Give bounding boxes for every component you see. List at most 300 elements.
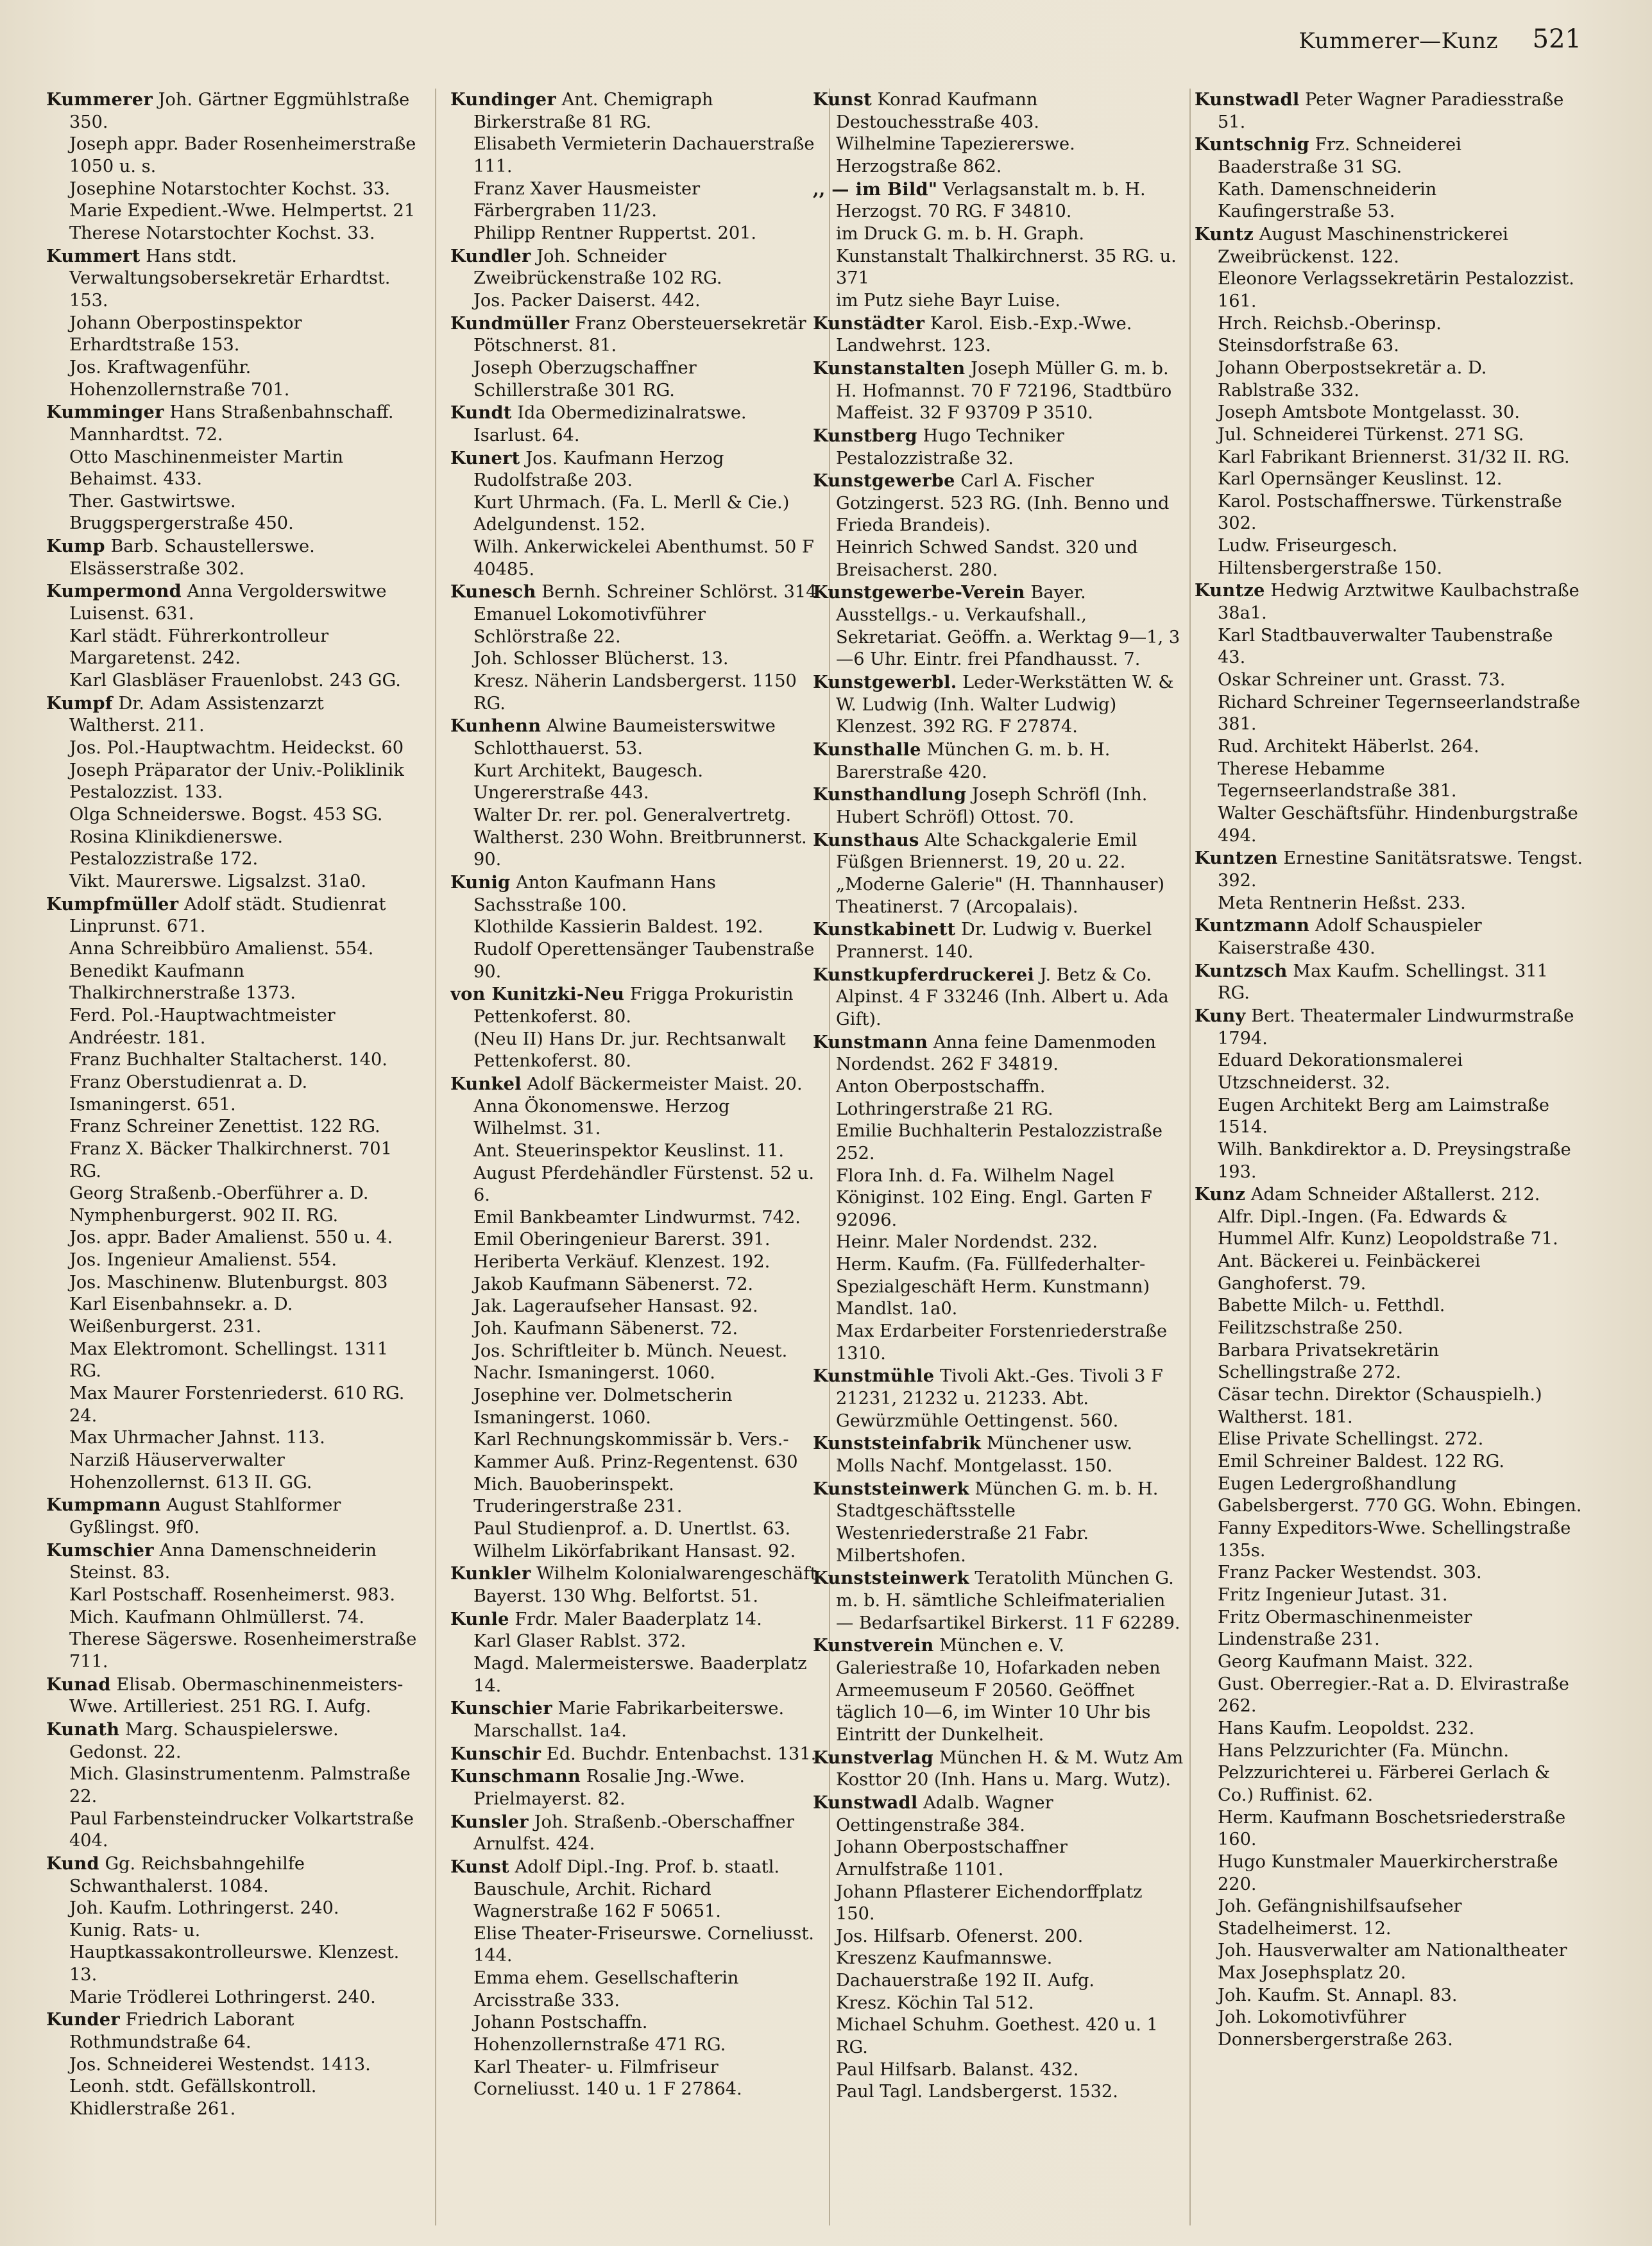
directory-entry bbox=[450, 2012, 821, 2056]
ditto-dash bbox=[1195, 535, 1218, 558]
entry-details: Bernh. Schreiner Schlörst. 314 bbox=[541, 582, 817, 603]
entry-details: Hedwig Arztwitwe Kaulbachstraße 38a1. bbox=[1218, 581, 1580, 624]
entry-details: Benedikt Kaufmann Thalkirchnerstraße 1373. bbox=[69, 961, 296, 1004]
ditto-dash bbox=[1195, 759, 1218, 781]
entry-details: Jul. Schneiderei Türkenst. 271 SG. bbox=[1218, 424, 1524, 445]
ditto-dash bbox=[450, 1163, 473, 1185]
entry-details: Gg. Reichsbahngehilfe Schwanthalerst. 1084. bbox=[69, 1853, 305, 1896]
directory-entry bbox=[450, 1967, 821, 2012]
ditto-dash bbox=[46, 1116, 69, 1138]
directory-entry bbox=[46, 1138, 417, 1183]
entry-details: Carl A. Fischer Gotzingerst. 523 RG. (Inh. Benno und Frieda Brandeis). bbox=[836, 471, 1170, 536]
directory-entry bbox=[450, 1296, 821, 1318]
directory-entry bbox=[813, 784, 1185, 828]
ditto-dash bbox=[450, 133, 473, 156]
directory-entry bbox=[450, 89, 821, 133]
entry-details: Joh. Gärtner Eggmühlstraße 350. bbox=[69, 90, 410, 132]
directory-entry bbox=[450, 1631, 821, 1653]
directory-entry bbox=[46, 1005, 417, 1049]
entry-surname: Kunsthaus bbox=[813, 829, 919, 850]
directory-entry bbox=[450, 1923, 821, 1967]
directory-entry bbox=[1195, 447, 1583, 469]
entry-surname: Kunststeinwerk bbox=[813, 1478, 969, 1499]
directory-entry bbox=[450, 313, 821, 357]
directory-entry bbox=[813, 357, 1185, 425]
entry-details: Eugen Architekt Berg am Laimstraße 1514. bbox=[1218, 1095, 1549, 1138]
entry-details: Tivoli Akt.-Ges. Tivoli 3 F 21231, 21232 u. 21233. Abt. Gewürzmühle Oettingenst. 560. bbox=[836, 1366, 1163, 1431]
ditto-dash bbox=[46, 1049, 69, 1072]
directory-entry bbox=[450, 1341, 821, 1385]
directory-entry bbox=[450, 357, 821, 402]
directory-entry bbox=[1195, 1807, 1583, 1851]
entry-details: Dr. Ludwig v. Buerkel Prannerst. 140. bbox=[836, 920, 1152, 962]
directory-entry bbox=[46, 961, 417, 1005]
directory-entry bbox=[450, 1140, 821, 1163]
entry-surname: Kunz bbox=[1195, 1184, 1246, 1205]
ditto-dash bbox=[1195, 625, 1218, 647]
directory-entry bbox=[450, 1229, 821, 1251]
column-rule bbox=[435, 89, 436, 2225]
ditto-dash bbox=[1195, 1896, 1218, 1918]
directory-entry bbox=[813, 1926, 1185, 1948]
directory-entry bbox=[450, 245, 821, 290]
directory-entry bbox=[46, 1249, 417, 1272]
entry-details: Emil Bankbeamter Lindwurmst. 742. bbox=[473, 1207, 801, 1228]
directory-entry bbox=[450, 1318, 821, 1341]
entry-surname: Kunsler bbox=[450, 1811, 529, 1832]
ditto-dash bbox=[1195, 1985, 1218, 2007]
ditto-dash bbox=[450, 1967, 473, 1990]
directory-entry bbox=[1195, 1139, 1583, 1183]
directory-entry bbox=[813, 1321, 1185, 1365]
ditto-dash bbox=[450, 1029, 473, 1051]
entry-surname: Kumpmann bbox=[46, 1495, 161, 1516]
directory-entry bbox=[1195, 1985, 1583, 2007]
directory-entry bbox=[46, 737, 417, 760]
ditto-dash bbox=[1195, 1340, 1218, 1362]
directory-entry bbox=[46, 804, 417, 827]
ditto-dash bbox=[813, 2014, 836, 2037]
ditto-dash bbox=[450, 1229, 473, 1251]
directory-entry bbox=[1195, 2007, 1583, 2051]
ditto-dash bbox=[1195, 1384, 1218, 1407]
entry-details: Franz Schreiner Zenettist. 122 RG. bbox=[69, 1117, 380, 1137]
entry-surname: Kunstmühle bbox=[813, 1366, 935, 1387]
entry-details: Emma ehem. Gesellschafterin Arcisstraße 333. bbox=[473, 1968, 739, 2010]
ditto-dash bbox=[46, 1383, 69, 1405]
directory-entry bbox=[450, 1096, 821, 1140]
directory-entry bbox=[813, 1165, 1185, 1232]
entry-details: Leonh. stdt. Gefällskontroll. Khidlerstraße 261. bbox=[69, 2077, 317, 2120]
directory-entry bbox=[46, 871, 417, 893]
ditto-dash bbox=[1195, 424, 1218, 447]
column-2 bbox=[450, 89, 821, 2225]
ditto-dash bbox=[813, 1321, 836, 1343]
entry-details: Rosalie Jng.-Wwe. Prielmayerst. 82. bbox=[473, 1767, 745, 1809]
entry-details: Klothilde Kassierin Baldest. 192. bbox=[473, 917, 763, 938]
entry-details: Frigga Prokuristin Pettenkoferst. 80. bbox=[473, 984, 794, 1027]
directory-entry bbox=[1195, 1584, 1583, 1607]
entry-details: Joseph Oberzugschaffner Schillerstraße 301 RG. bbox=[473, 357, 697, 400]
directory-entry bbox=[813, 2081, 1185, 2104]
entry-details: Jos. Kaufmann Herzog Rudolfstraße 203. bbox=[473, 448, 724, 491]
entry-details: Marie Trödlerei Lothringerst. 240. bbox=[69, 1987, 376, 2007]
ditto-dash bbox=[46, 804, 69, 827]
entry-details: Walter Dr. rer. pol. Generalvertretg. Waltherst. 230 Wohn. Breitbrunnerst. 90. bbox=[473, 805, 807, 870]
ditto-dash bbox=[813, 290, 836, 313]
directory-entry bbox=[813, 1792, 1185, 1837]
entry-surname: Kuntschnig bbox=[1195, 134, 1309, 155]
ditto-dash bbox=[1195, 1251, 1218, 1273]
directory-entry bbox=[1195, 1562, 1583, 1584]
entry-details: Joh. Straßenb.-Oberschaffner Arnulfst. 424. bbox=[473, 1812, 794, 1855]
entry-surname: Kunkler bbox=[450, 1563, 531, 1584]
entry-details: Wilh. Bankdirektor a. D. Preysingstraße 193. bbox=[1218, 1139, 1571, 1182]
ditto-dash bbox=[46, 178, 69, 201]
entry-details: Heinrich Schwed Sandst. 320 und Breisacherst. 280. bbox=[836, 538, 1138, 580]
entry-details: Hugo Techniker Pestalozzistraße 32. bbox=[836, 425, 1064, 468]
directory-entry bbox=[813, 874, 1185, 918]
directory-entry bbox=[46, 1584, 417, 1607]
entry-surname: Kunsthalle bbox=[813, 739, 921, 760]
entry-details: Richard Schreiner Tegernseerlandstraße 381. bbox=[1218, 692, 1580, 735]
entry-surname: Kuntz bbox=[1195, 223, 1254, 244]
directory-entry bbox=[1195, 1451, 1583, 1473]
directory-entry bbox=[813, 1432, 1185, 1477]
ditto-dash bbox=[1195, 669, 1218, 692]
entry-details: Franz X. Bäcker Thalkirchnerst. 701 RG. bbox=[69, 1138, 392, 1181]
ditto-dash bbox=[46, 447, 69, 469]
entry-details: (Neu II) Hans Dr. jur. Rechtsanwalt Pettenkoferst. 80. bbox=[473, 1029, 786, 1072]
directory-entry bbox=[450, 1765, 821, 1810]
ditto-dash bbox=[1195, 447, 1218, 469]
entry-details: Ant. Chemigraph Birkerstraße 81 RG. bbox=[473, 90, 713, 132]
ditto-dash bbox=[450, 1096, 473, 1119]
ditto-dash bbox=[46, 313, 69, 335]
directory-entry bbox=[450, 1563, 821, 1607]
entry-details: Hugo Kunstmaler Mauerkircherstraße 220. bbox=[1218, 1851, 1558, 1894]
ditto-dash bbox=[46, 871, 69, 893]
entry-details: Therese Hebamme Tegernseerlandstraße 381. bbox=[1218, 759, 1457, 802]
directory-entry bbox=[46, 1116, 417, 1138]
ditto-dash bbox=[1195, 1851, 1218, 1874]
entry-details: Karl Glaser Rablst. 372. bbox=[473, 1631, 686, 1652]
directory-entry bbox=[813, 313, 1185, 357]
directory-entry bbox=[450, 1073, 821, 1096]
directory-entry bbox=[1195, 759, 1583, 803]
directory-entry bbox=[450, 133, 821, 178]
entry-details: Adolf Bäckermeister Maist. 20. bbox=[527, 1074, 803, 1094]
entry-details: Franz Packer Westendst. 303. bbox=[1218, 1563, 1482, 1583]
directory-entry bbox=[450, 402, 821, 447]
directory-entry bbox=[1195, 424, 1583, 447]
directory-entry bbox=[1195, 1851, 1583, 1896]
ditto-dash bbox=[450, 671, 473, 693]
ditto-dash bbox=[450, 1653, 473, 1676]
directory-entry bbox=[450, 1274, 821, 1296]
entry-details: Jos. Maschinenw. Blutenburgst. 803 bbox=[69, 1272, 388, 1292]
directory-entry bbox=[46, 1629, 417, 1673]
ditto-dash bbox=[1195, 893, 1218, 915]
entry-details: Jakob Kaufmann Säbenerst. 72. bbox=[473, 1274, 754, 1294]
directory-entry bbox=[813, 290, 1185, 313]
directory-entry bbox=[813, 1254, 1185, 1321]
entry-details: Heriberta Verkäuf. Klenzest. 192. bbox=[473, 1252, 771, 1273]
entry-details: Georg Kaufmann Maist. 322. bbox=[1218, 1651, 1474, 1672]
ditto-dash bbox=[46, 223, 69, 245]
directory-entry bbox=[46, 401, 417, 446]
ditto-dash bbox=[1195, 313, 1218, 336]
directory-entry bbox=[1195, 1183, 1583, 1206]
ditto-dash bbox=[1195, 1607, 1218, 1629]
entry-details: Georg Straßenb.-Oberführer a. D. Nymphenburgerst. 902 II. RG. bbox=[69, 1183, 369, 1226]
entry-surname: Kunst bbox=[813, 89, 872, 110]
ditto-dash bbox=[813, 2081, 836, 2104]
entry-details: August Pferdehändler Fürstenst. 52 u. 6. bbox=[473, 1163, 814, 1206]
entry-details: Joh. Kaufm. St. Annapl. 83. bbox=[1218, 1985, 1458, 2005]
directory-entry bbox=[450, 1251, 821, 1274]
directory-entry bbox=[450, 1207, 821, 1230]
entry-details: Eleonore Verlagssekretärin Pestalozzist. 161. bbox=[1218, 269, 1574, 311]
entry-details: Joh. Hausverwalter am Nationaltheater Max Josephsplatz 20. bbox=[1218, 1941, 1567, 1984]
directory-entry bbox=[813, 671, 1185, 739]
directory-entry bbox=[813, 178, 1185, 223]
directory-entry bbox=[813, 918, 1185, 963]
entry-details: Wilhelmine Tapeziererswe. Herzogstraße 862. bbox=[836, 134, 1075, 176]
entry-details: Anna Schreibbüro Amalienst. 554. bbox=[69, 938, 374, 959]
directory-entry bbox=[450, 2057, 821, 2101]
entry-surname: Kuntze bbox=[1195, 580, 1265, 601]
entry-details: Frdr. Maler Baaderplatz 14. bbox=[515, 1609, 762, 1629]
entry-details: Mich. Glasinstrumentenm. Palmstraße 22. bbox=[69, 1764, 411, 1806]
ditto-dash bbox=[450, 1341, 473, 1363]
ditto-dash bbox=[1195, 736, 1218, 759]
ditto-dash bbox=[813, 1076, 836, 1099]
directory-entry bbox=[450, 1697, 821, 1742]
ditto-dash bbox=[450, 1207, 473, 1230]
entry-details: Jos. Schriftleiter b. Münch. Neuest. Nachr. Ismaningerst. 1060. bbox=[473, 1341, 788, 1384]
entry-details: Marg. Schauspielerswe. Gedonst. 22. bbox=[69, 1719, 339, 1762]
entry-surname: Kunschir bbox=[450, 1743, 541, 1764]
directory-entry bbox=[1195, 1384, 1583, 1428]
ditto-dash bbox=[450, 1318, 473, 1341]
entry-details: Paul Farbensteindrucker Volkartstraße 404. bbox=[69, 1808, 414, 1851]
ditto-dash bbox=[1195, 491, 1218, 513]
column-rule bbox=[1189, 89, 1191, 2225]
entry-details: Joseph Schröfl (Inh. Hubert Schröfl) Ottost. 70. bbox=[836, 785, 1148, 827]
entry-surname: Kunhenn bbox=[450, 716, 541, 737]
directory-entry bbox=[46, 893, 417, 938]
entry-details: Adolf städt. Studienrat Linprunst. 671. bbox=[69, 894, 386, 937]
ditto-dash bbox=[46, 1072, 69, 1094]
ditto-dash bbox=[1195, 2007, 1218, 2029]
entry-details: Anna feine Damenmoden Nordendst. 262 F 34819. bbox=[836, 1032, 1156, 1075]
directory-entry bbox=[1195, 692, 1583, 736]
entry-details: Alfr. Dipl.-Ingen. (Fa. Edwards & Hummel Alfr. Kunz) Leopoldstraße 71. bbox=[1218, 1206, 1558, 1249]
directory-entry bbox=[1195, 468, 1583, 491]
ditto-dash bbox=[450, 357, 473, 380]
entry-details: Kurt Architekt, Baugesch. Ungererstraße 443. bbox=[473, 760, 704, 803]
directory-entry bbox=[1195, 1340, 1583, 1384]
directory-entry bbox=[1195, 1251, 1583, 1295]
entry-details: Frz. Schneiderei Baaderstraße 31 SG. bbox=[1218, 135, 1461, 177]
entry-details: Max Erdarbeiter Forstenriederstraße 1310. bbox=[836, 1321, 1168, 1364]
ditto-dash bbox=[1195, 1095, 1218, 1117]
directory-entry bbox=[450, 939, 821, 983]
ditto-dash bbox=[450, 1518, 473, 1541]
ditto-dash bbox=[813, 537, 836, 560]
entry-details: Jak. Lageraufseher Hansast. 92. bbox=[473, 1296, 758, 1317]
entry-details: Elise Theater-Friseurswe. Corneliusst. 144. bbox=[473, 1923, 814, 1966]
directory-entry bbox=[1195, 179, 1583, 223]
directory-entry bbox=[46, 626, 417, 670]
entry-details: Gust. Oberregier.-Rat a. D. Elvirastraße 262. bbox=[1218, 1674, 1569, 1717]
ditto-dash bbox=[1195, 1740, 1218, 1763]
entry-details: Elise Private Schellingst. 272. bbox=[1218, 1429, 1484, 1450]
entry-details: Jos. Packer Daiserst. 442. bbox=[473, 290, 701, 311]
entry-details: Jos. Hilfsarb. Ofenerst. 200. bbox=[836, 1926, 1084, 1946]
directory-entry bbox=[450, 492, 821, 536]
ditto-dash bbox=[1195, 1428, 1218, 1451]
directory-entry bbox=[1195, 1473, 1583, 1518]
directory-entry bbox=[46, 89, 417, 133]
entry-details: „Moderne Galerie" (H. Thannhauser) Theatinerst. 7 (Arcopalais). bbox=[836, 874, 1165, 917]
entry-details: Max Kaufm. Schellingst. 311 RG. bbox=[1218, 961, 1548, 1004]
directory-entry bbox=[46, 1853, 417, 1898]
ditto-dash bbox=[1195, 1139, 1218, 1162]
entry-details: Eduard Dekorationsmalerei Utzschneiderst. 32. bbox=[1218, 1050, 1463, 1093]
entry-details: Johann Postschaffn. Hohenzollernstraße 471 RG. bbox=[473, 2012, 726, 2055]
entry-details: Heinr. Maler Nordendst. 232. bbox=[836, 1232, 1098, 1253]
entry-details: Emilie Buchhalterin Pestalozzistraße 252. bbox=[836, 1121, 1162, 1163]
entry-details: Karol. Eisb.-Exp.-Wwe. Landwehrst. 123. bbox=[836, 313, 1132, 356]
entry-details: Verlagsanstalt m. b. H. Herzogst. 70 RG. F 34810. bbox=[836, 179, 1146, 222]
directory-entry bbox=[46, 133, 417, 178]
ditto-dash bbox=[450, 1274, 473, 1296]
ditto-dash bbox=[1195, 402, 1218, 424]
ditto-dash bbox=[1195, 1518, 1218, 1540]
ditto-dash bbox=[46, 1005, 69, 1027]
entry-surname: Kundt bbox=[450, 402, 512, 424]
directory-entry bbox=[813, 537, 1185, 581]
entry-details: Anna Vergolderswitwe Luisenst. 631. bbox=[69, 581, 387, 624]
directory-entry bbox=[1195, 625, 1583, 669]
entry-details: Anna Damenschneiderin Steinst. 83. bbox=[69, 1540, 377, 1583]
ditto-dash bbox=[813, 1231, 836, 1254]
entry-details: Joh. Lokomotivführer Donnersbergerstraße 263. bbox=[1218, 2007, 1453, 2050]
entry-surname: Kunstkupferdruckerei bbox=[813, 964, 1035, 985]
directory-entry bbox=[46, 1183, 417, 1227]
directory-entry bbox=[46, 670, 417, 692]
directory-entry bbox=[813, 1882, 1185, 1926]
directory-entry bbox=[1195, 1295, 1583, 1339]
entry-details: Marie Expedient.-Wwe. Helmpertst. 21 bbox=[69, 201, 416, 221]
directory-entry bbox=[1195, 1940, 1583, 1984]
entry-details: Teratolith München G. m. b. H. sämtliche Schleifmaterialien — Bedarfsartikel Birkerst. 11 F 62289. bbox=[836, 1568, 1180, 1633]
entry-details: Emil Oberingenieur Barerst. 391. bbox=[473, 1230, 771, 1250]
ditto-dash bbox=[46, 1183, 69, 1205]
directory-entry bbox=[1195, 402, 1583, 424]
entry-details: Walter Geschäftsführ. Hindenburgstraße 494. bbox=[1218, 803, 1578, 846]
entry-details: Josephine Notarstochter Kochst. 33. bbox=[69, 178, 391, 199]
ditto-dash bbox=[813, 1120, 836, 1143]
directory-entry bbox=[46, 580, 417, 625]
directory-entry bbox=[46, 2009, 417, 2053]
entry-surname: Kunstkabinett bbox=[813, 919, 956, 940]
entry-surname: Kunig bbox=[450, 871, 511, 893]
entry-surname: Kunstverlag bbox=[813, 1747, 934, 1768]
directory-entry bbox=[1195, 133, 1583, 178]
column-3 bbox=[813, 89, 1185, 2225]
directory-entry bbox=[46, 535, 417, 580]
ditto-dash bbox=[46, 1272, 69, 1294]
entry-details: Karl Fabrikant Briennerst. 31/32 II. RG. bbox=[1218, 447, 1570, 467]
directory-entry bbox=[813, 133, 1185, 178]
entry-details: Vikt. Maurerswe. Ligsalzst. 31a0. bbox=[69, 871, 367, 891]
directory-entry bbox=[46, 1987, 417, 2009]
entry-details: Dr. Adam Assistenzarzt Waltherst. 211. bbox=[69, 693, 324, 736]
entry-details: Max Uhrmacher Jahnst. 113. bbox=[69, 1428, 325, 1448]
entry-details: Otto Maschinenmeister Martin Behaimst. 433. bbox=[69, 447, 344, 490]
directory-entry bbox=[46, 760, 417, 804]
entry-details: Jos. appr. Bader Amalienst. 550 u. 4. bbox=[69, 1228, 393, 1248]
directory-entry bbox=[1195, 1518, 1583, 1562]
directory-entry bbox=[813, 1076, 1185, 1120]
directory-entry bbox=[450, 715, 821, 760]
entry-surname: Kunle bbox=[450, 1608, 509, 1629]
entry-details: Joseph Müller G. m. b. H. Hofmannst. 70 F 72196, Stadtbüro Maffeist. 32 F 93709 P 3510. bbox=[836, 358, 1172, 424]
entry-details: Therese Sägerswe. Rosenheimerstraße 711. bbox=[69, 1629, 417, 1672]
entry-details: Mich. Kaufmann Ohlmüllerst. 74. bbox=[69, 1607, 364, 1627]
directory-entry bbox=[46, 692, 417, 737]
directory-entry bbox=[450, 1653, 821, 1697]
entry-surname: Kumpermond bbox=[46, 581, 182, 602]
ditto-dash bbox=[813, 223, 836, 246]
entry-surname: Kunert bbox=[450, 447, 520, 468]
directory-entry bbox=[450, 916, 821, 939]
entry-surname: Kunststeinwerk bbox=[813, 1568, 969, 1589]
directory-entry bbox=[450, 1811, 821, 1856]
directory-entry bbox=[1195, 223, 1583, 268]
directory-entry bbox=[46, 827, 417, 871]
entry-details: Hans Pelzzurichter (Fa. Münchn. Pelzzurichterei u. Färberei Gerlach & Co.) Ruffinist. 62. bbox=[1218, 1740, 1551, 1805]
ditto-dash bbox=[1195, 1674, 1218, 1696]
entry-surname: Kunstwadl bbox=[1195, 89, 1300, 110]
entry-surname: Kunststeinfabrik bbox=[813, 1433, 982, 1454]
entry-details: Franz Buchhalter Staltacherst. 140. bbox=[69, 1050, 387, 1070]
entry-details: Karl Glasbläser Frauenlobst. 243 GG. bbox=[69, 671, 401, 691]
entry-details: Joseph Amtsbote Montgelasst. 30. bbox=[1218, 402, 1520, 423]
ditto-dash bbox=[450, 805, 473, 827]
ditto-dash bbox=[450, 1296, 473, 1318]
directory-entry bbox=[1195, 579, 1583, 624]
ditto-dash bbox=[813, 1948, 836, 1970]
entry-details: Fritz Ingenieur Jutast. 31. bbox=[1218, 1584, 1448, 1605]
entry-details: Hans Kaufm. Leopoldst. 232. bbox=[1218, 1718, 1475, 1738]
directory-entry bbox=[1195, 914, 1583, 959]
directory-entry bbox=[813, 89, 1185, 133]
directory-entry bbox=[1195, 960, 1583, 1005]
entry-details: Karl Eisenbahnsekr. a. D. Weißenburgerst. 231. bbox=[69, 1294, 293, 1337]
entry-details: Alte Schackgalerie Emil Füßgen Briennerst. 19, 20 u. 22. bbox=[836, 830, 1137, 873]
entry-details: München e. V. Galeriestraße 10, Hofarkaden neben Armeemuseum F 20560. Geöffnet täglich 10—6, im Winter 10 Uhr bis Eintritt der Dunkelheit. bbox=[836, 1636, 1161, 1745]
directory-entry bbox=[1195, 847, 1583, 892]
directory-entry bbox=[450, 1474, 821, 1518]
entry-details: Anton Kaufmann Hans Sachsstraße 100. bbox=[473, 872, 716, 915]
entry-details: Bayer. Ausstellgs.- u. Verkaufshall., Sekretariat. Geöffn. a. Werktag 9—1, 3—6 Uhr. Eintr. frei Pfandhausst. 7. bbox=[836, 583, 1180, 670]
entry-surname: Kunschier bbox=[450, 1698, 552, 1719]
ditto-dash bbox=[450, 604, 473, 626]
